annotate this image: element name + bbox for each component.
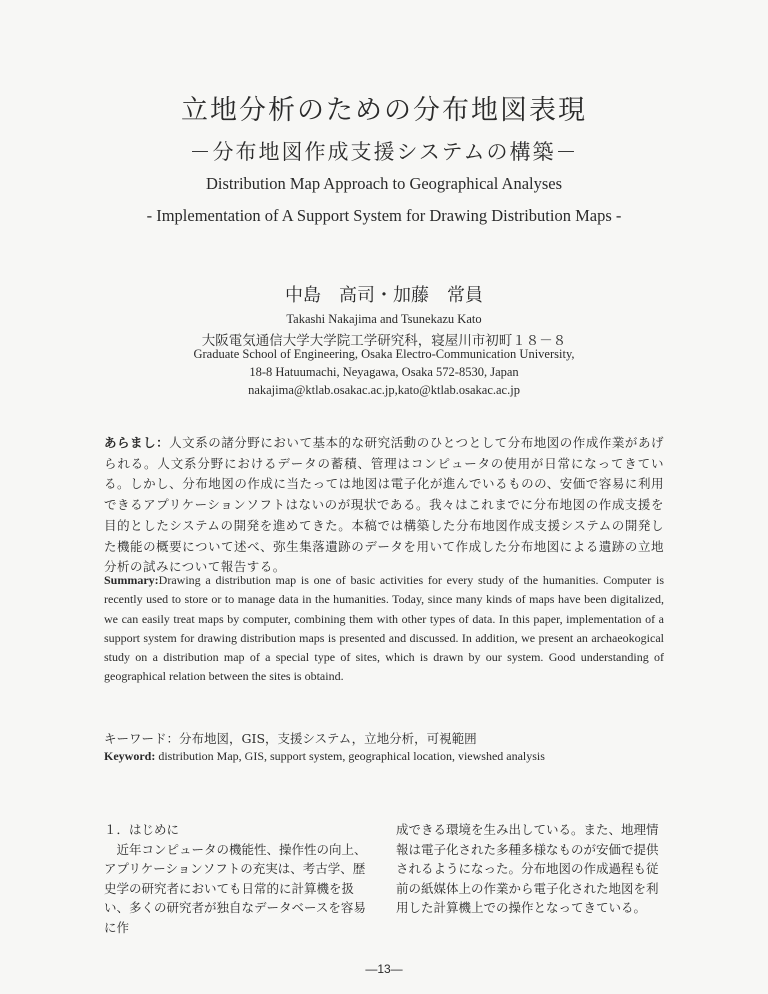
- keywords-label-ja: キーワード：: [104, 731, 180, 746]
- keywords-text-en: distribution Map, GIS, support system, geographical location, viewshed analysis: [158, 749, 545, 763]
- keywords-label-en: Keyword:: [104, 749, 156, 763]
- body-text-left: 近年コンピュータの機能性、操作性の向上、アプリケーションソフトの充実は、考古学、歴史学の研究者においても日常的に計算機を扱い、多くの研究者が独自なデータベースを容易に作: [104, 841, 367, 935]
- section-heading: １．はじめに: [104, 822, 180, 837]
- summary-label: Summary:: [104, 573, 159, 587]
- subtitle-english: - Implementation of A Support System for Drawing Distribution Maps -: [146, 206, 622, 225]
- body-column-left: [104, 820, 370, 937]
- body-text-right: 成できる環境を生み出している。また、地理情報は電子化された多種多様なものが安価で提供されるようになった。分布地図の作成過程も従前の紙媒体上の作業から電子化された地図を利用した計算機上での操作となってきている。: [396, 822, 659, 915]
- abstract-japanese: [104, 433, 664, 578]
- authors-japanese: 中島 高司・加藤 常員: [285, 285, 483, 306]
- page-number: —13—: [365, 962, 403, 976]
- affiliation-japanese: 大阪電気通信大学大学院工学研究科，寝屋川市初町１８－８: [201, 333, 567, 349]
- keywords-japanese: [104, 729, 664, 747]
- author-emails: nakajima@ktlab.osakac.ac.jp,kato@ktlab.osakac.ac.jp: [248, 383, 520, 397]
- summary-english: [104, 571, 664, 687]
- abstract-text: 人文系の諸分野において基本的な研究活動のひとつとして分布地図の作成作業があげられる。人文系分野におけるデータの蓄積、管理はコンピュータの使用が日常になってきている。しかし、分布地図の作成に当たっては地図は電子化が進んでいるものの、安価で容易に利用できるアプリケーションソフトはないのが現状である。我々はこれまでに分布地図の作成支援を目的としたシステムの開発を進めてきた。本稿では構築した分布地図作成支援システムの開発した機能の概要について述べ、弥生集落遺跡のデータを用いて作成した分布地図による遺跡の立地分析の試みについて報告する。: [104, 435, 664, 575]
- abstract-label: あらまし：: [104, 435, 170, 450]
- subtitle-japanese: －分布地図作成支援システムの構築－: [189, 140, 579, 164]
- keywords-text-ja: 分布地図，GIS，支援システム，立地分析，可視範囲: [179, 731, 477, 746]
- affiliation-address: 18-8 Hatuumachi, Neyagawa, Osaka 572-8530, Japan: [249, 365, 519, 379]
- summary-text: Drawing a distribution map is one of basic activities for every study of the humanities. Computer is recently used to store or to manage data in the humanities. Today, since many kinds of maps have been digitalized, we can easily treat maps by computer, combining them with other types of data. In this paper, implementation of a support system for drawing distribution maps is presented and discussed. In addition, we present an archaeokogical study on a distribution map of a special type of sites, which is drawn by our system. Good understanding of geographical relation between the sites is obtaind.: [104, 573, 664, 684]
- authors-english: Takashi Nakajima and Tsunekazu Kato: [286, 312, 482, 326]
- body-column-right: [396, 820, 662, 918]
- affiliation-english: Graduate School of Engineering, Osaka Electro-Communication University,: [193, 347, 575, 361]
- title-english: Distribution Map Approach to Geographical Analyses: [205, 174, 563, 193]
- keywords-english: [104, 749, 664, 764]
- title-japanese: 立地分析のための分布地図表現: [181, 95, 587, 126]
